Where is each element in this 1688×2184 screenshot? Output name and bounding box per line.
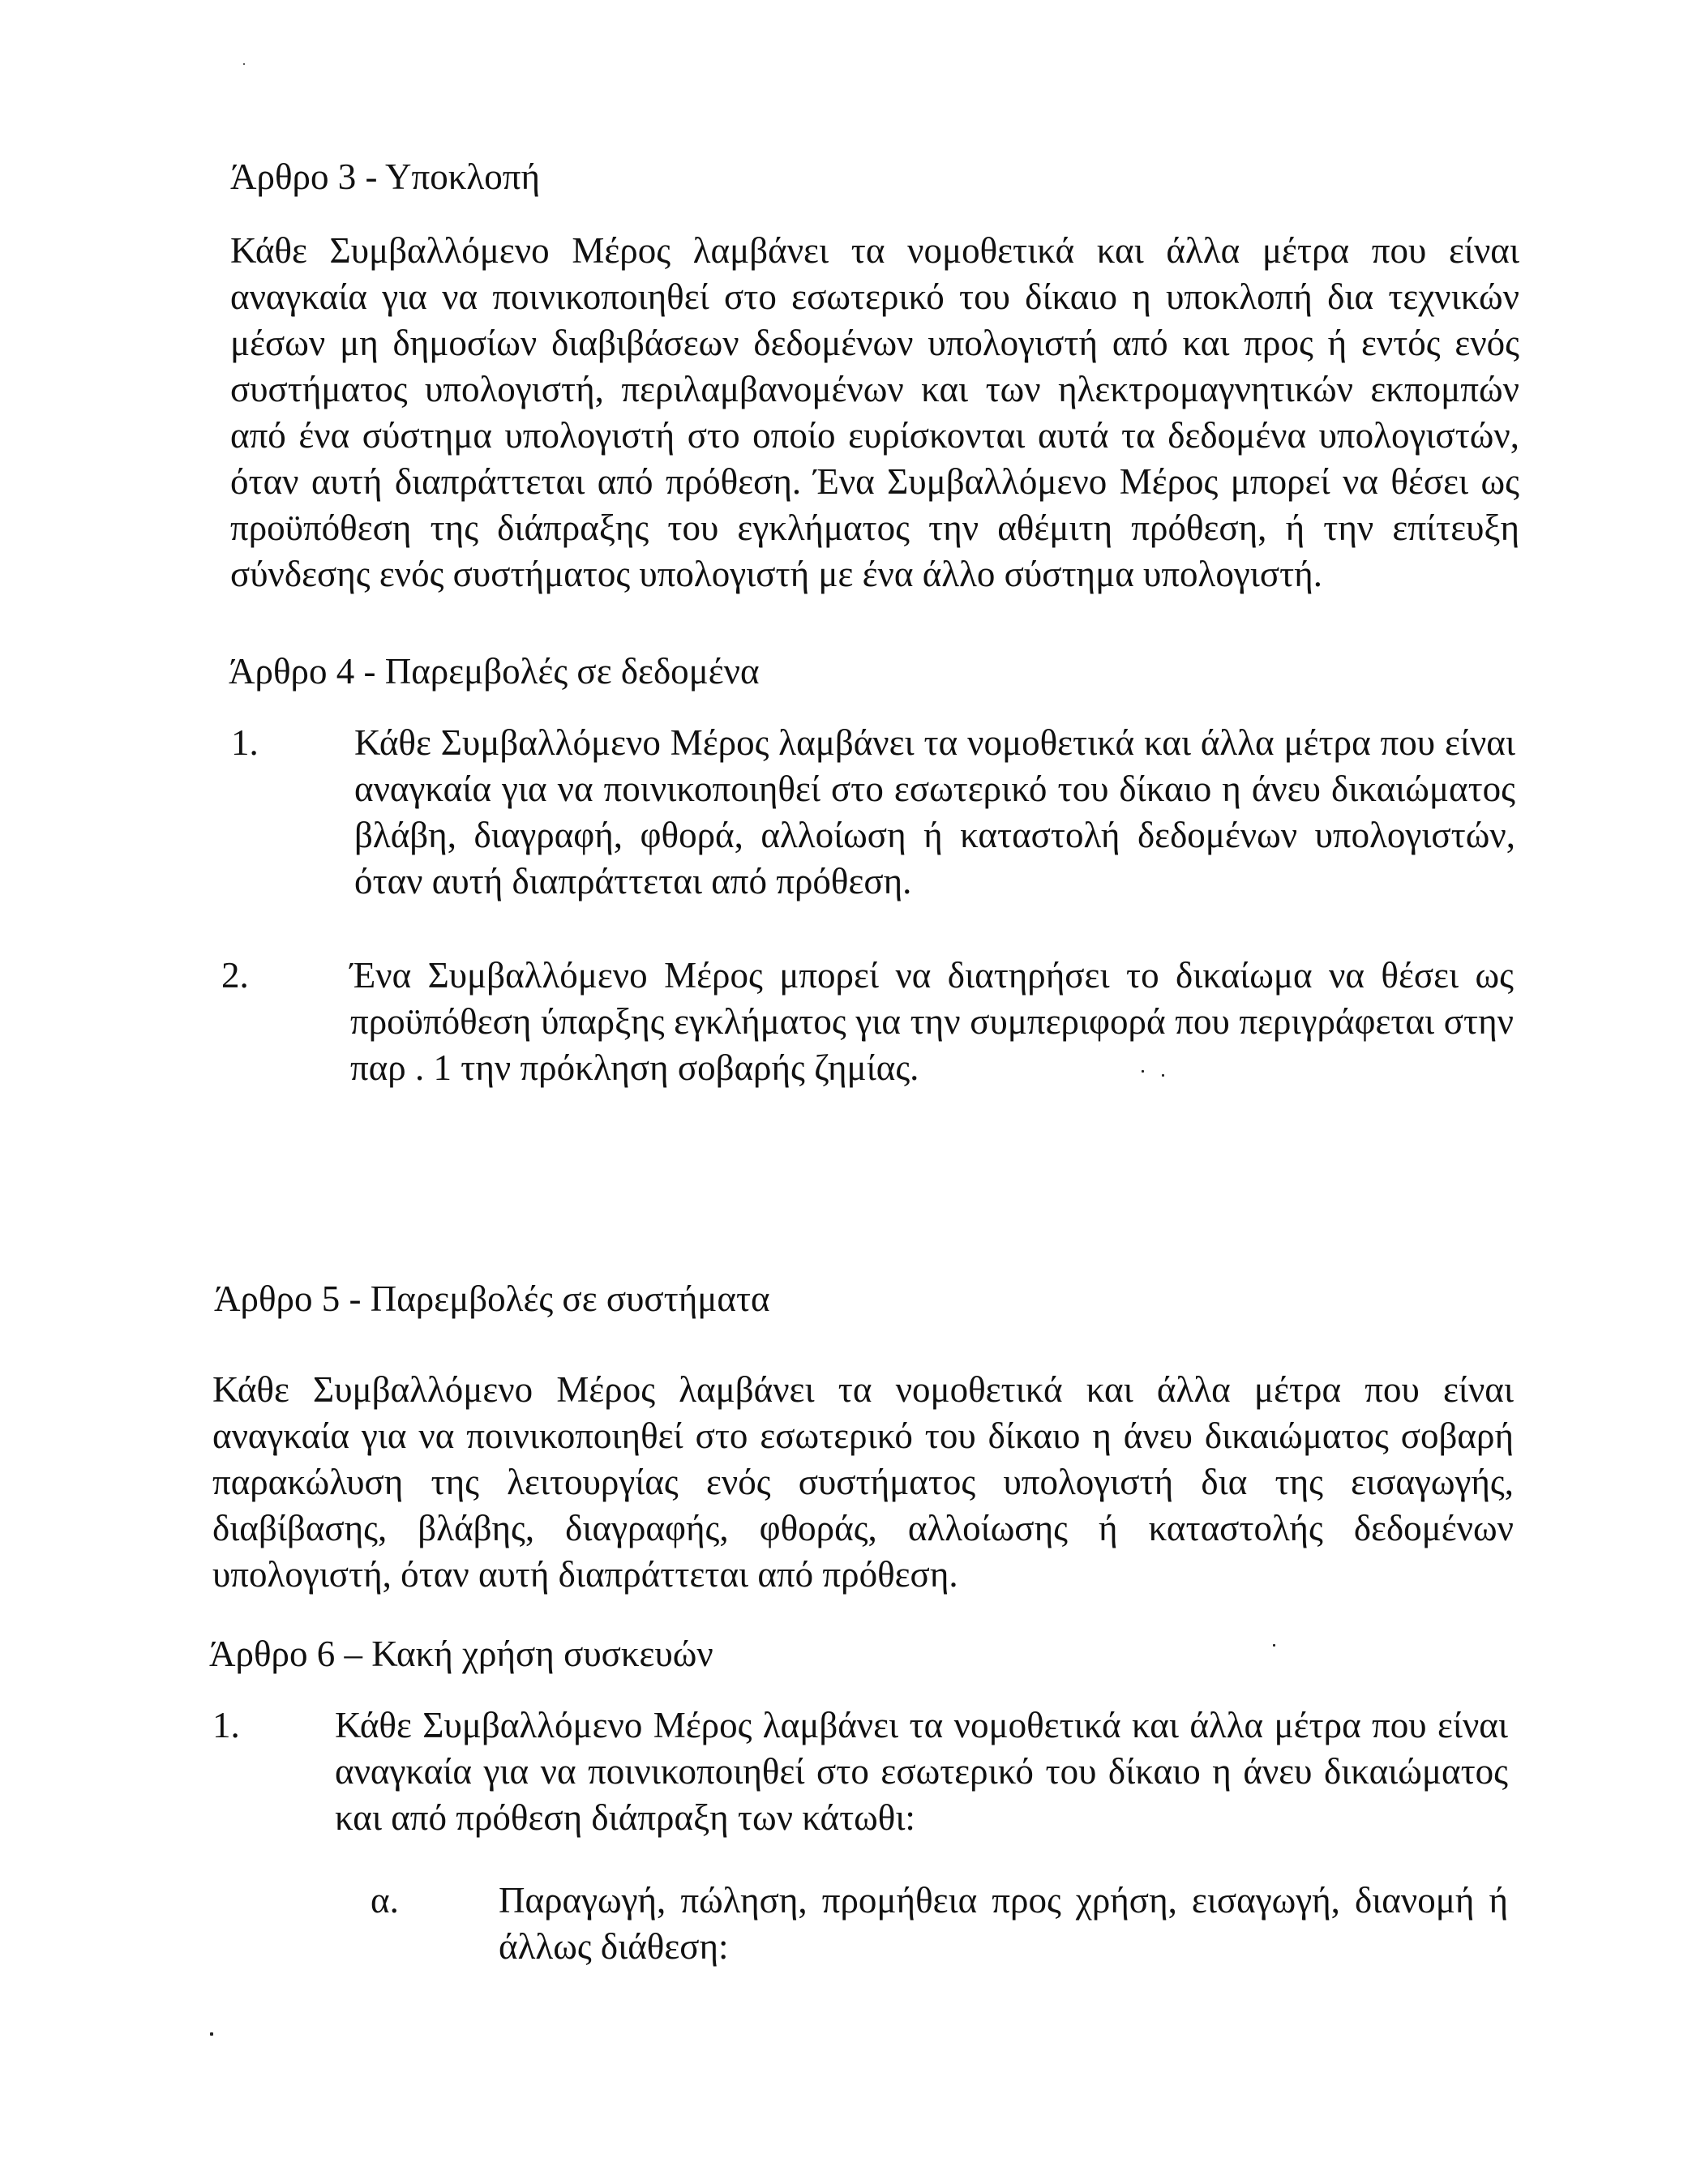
scan-speck (210, 2032, 213, 2036)
item-line: αναγκαία για να ποινικοποιηθεί στο εσωτερικό του δίκαιο η άνευ δικαιώματος (335, 1751, 1508, 1792)
paragraph-line: από ένα σύστημα υπολογιστή στο οποίο ευρίσκονται αυτά τα δεδομένα υπολογιστών, (230, 415, 1519, 456)
item-line: παρ . 1 την πρόκληση σοβαρής ζημίας. (350, 1047, 919, 1088)
article-3-paragraph (230, 228, 1519, 597)
item-line: Κάθε Συμβαλλόμενο Μέρος λαμβάνει τα νομοθετικά και άλλα μέτρα που είναι (335, 1705, 1508, 1745)
paragraph-line: Κάθε Συμβαλλόμενο Μέρος λαμβάνει τα νομοθετικά και άλλα μέτρα που είναι (230, 230, 1519, 271)
paragraph-line: σύνδεσης ενός συστήματος υπολογιστή με ένα άλλο σύστημα υπολογιστή. (230, 554, 1322, 594)
scan-speck (243, 63, 245, 65)
paragraph-line: Κάθε Συμβαλλόμενο Μέρος λαμβάνει τα νομοθετικά και άλλα μέτρα που είναι (212, 1369, 1514, 1410)
item-line: αναγκαία για να ποινικοποιηθεί στο εσωτερικό του δίκαιο η άνευ δικαιώματος (354, 769, 1515, 809)
subitem-letter: α. (371, 1880, 399, 1921)
article-6-heading: Άρθρο 6 – Κακή χρήση συσκευών (209, 1634, 713, 1674)
paragraph-line: υπολογιστή, όταν αυτή διαπράττεται από πρόθεση. (212, 1554, 958, 1595)
scan-speck (1162, 1074, 1164, 1077)
paragraph-line: παρακώλυση της λειτουργίας ενός συστήματος υπολογιστή δια της εισαγωγής, (212, 1462, 1514, 1502)
scan-speck (1142, 1070, 1144, 1073)
article-4-item-2 (350, 953, 1514, 1091)
item-line: Κάθε Συμβαλλόμενο Μέρος λαμβάνει τα νομοθετικά και άλλα μέτρα που είναι (354, 722, 1515, 763)
paragraph-line: αναγκαία για να ποινικοποιηθεί στο εσωτερικό του δίκαιο η άνευ δικαιώματος σοβαρή (212, 1415, 1514, 1456)
item-number: 2. (221, 955, 249, 996)
article-5-paragraph (212, 1367, 1514, 1598)
item-line: Παραγωγή, πώληση, προμήθεια προς χρήση, εισαγωγή, διανομή ή (499, 1880, 1508, 1921)
paragraph-line: όταν αυτή διαπράττεται από πρόθεση. Ένα Συμβαλλόμενο Μέρος μπορεί να θέσει ως (230, 461, 1519, 502)
paragraph-line: διαβίβασης, βλάβης, διαγραφής, φθοράς, αλλοίωσης ή καταστολής δεδομένων (212, 1508, 1514, 1548)
paragraph-line: συστήματος υπολογιστή, περιλαμβανομένων και των ηλεκτρομαγνητικών εκπομπών (230, 369, 1519, 409)
article-4-item-1 (354, 720, 1515, 905)
item-line: βλάβη, διαγραφή, φθορά, αλλοίωση ή καταστολή δεδομένων υπολογιστών, (354, 815, 1515, 855)
article-5-heading: Άρθρο 5 - Παρεμβολές σε συστήματα (214, 1278, 770, 1319)
paragraph-line: αναγκαία για να ποινικοποιηθεί στο εσωτερικό του δίκαιο η υποκλοπή δια τεχνικών (230, 276, 1519, 317)
item-number: 1. (212, 1705, 240, 1745)
article-6-item-1 (335, 1702, 1508, 1841)
scan-speck (1273, 1644, 1275, 1647)
item-line: Ένα Συμβαλλόμενο Μέρος μπορεί να διατηρήσει το δικαίωμα να θέσει ως (350, 955, 1514, 996)
article-3-heading: Άρθρο 3 - Υποκλοπή (230, 156, 540, 197)
paragraph-line: μέσων μη δημοσίων διαβιβάσεων δεδομένων υπολογιστή από και προς ή εντός ενός (230, 323, 1519, 363)
paragraph-line: προϋπόθεση της διάπραξης του εγκλήματος την αθέμιτη πρόθεση, ή την επίτευξη (230, 507, 1519, 548)
item-number: 1. (231, 722, 259, 763)
item-line: άλλως διάθεση: (499, 1926, 729, 1967)
article-4-heading: Άρθρο 4 - Παρεμβολές σε δεδομένα (229, 651, 760, 692)
item-line: προϋπόθεση ύπαρξης εγκλήματος για την συμπεριφορά που περιγράφεται στην (350, 1001, 1514, 1042)
item-line: όταν αυτή διαπράττεται από πρόθεση. (354, 861, 912, 901)
article-6-subitem-a (499, 1878, 1508, 1970)
item-line: και από πρόθεση διάπραξη των κάτωθι: (335, 1797, 915, 1838)
